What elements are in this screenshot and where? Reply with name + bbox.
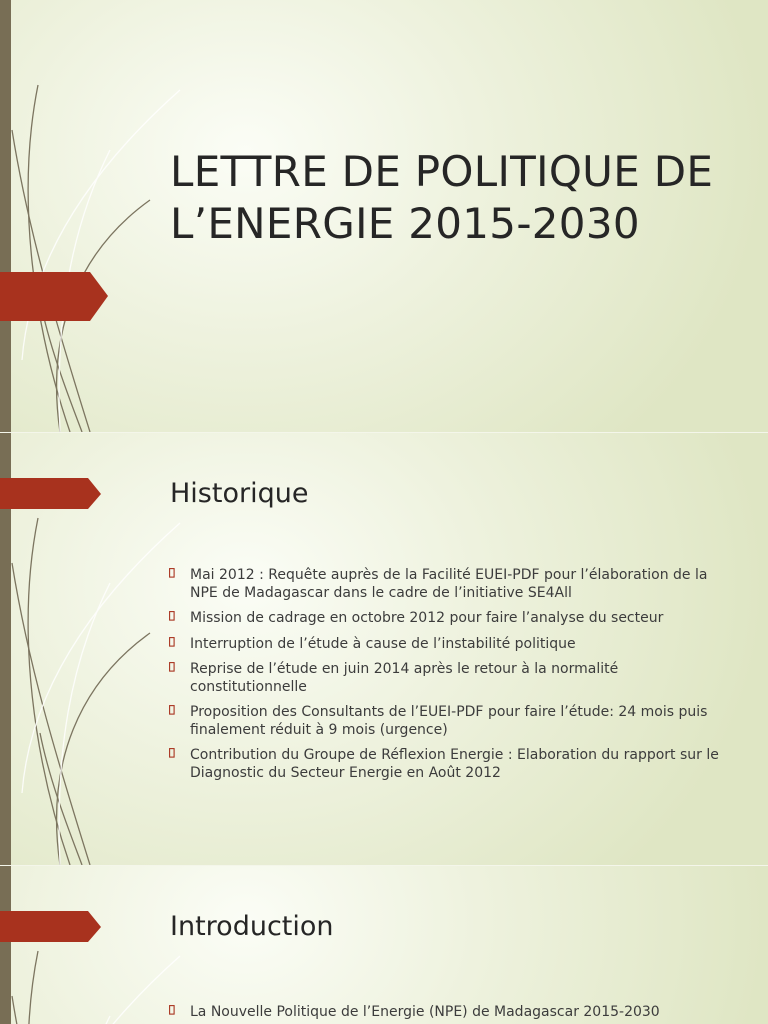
red-arrow-tab-icon [0, 911, 102, 943]
list-item: Contribution du Groupe de Réflexion Energie : Elaboration du rapport sur le Diagnostic du Secteur Energie en Août 2012 [168, 747, 728, 782]
hollow-red-bullet-icon [169, 662, 175, 672]
swoosh-lines-icon [0, 866, 200, 1024]
section-title: Introduction [170, 911, 334, 942]
hollow-red-bullet-icon [169, 611, 175, 621]
hollow-red-bullet-icon [169, 748, 175, 758]
bullet-list [168, 567, 728, 790]
slide-introduction [0, 866, 768, 1024]
list-item: Proposition des Consultants de l’EUEI-PDF pour faire l’étude: 24 mois puis finalement réduit à 9 mois (urgence) [168, 704, 728, 739]
section-title: Historique [170, 478, 309, 509]
red-arrow-tab-icon [0, 478, 102, 510]
list-item: Mission de cadrage en octobre 2012 pour faire l’analyse du secteur [168, 610, 728, 628]
list-item: Mai 2012 : Requête auprès de la Facilité EUEI-PDF pour l’élaboration de la NPE de Madagascar dans le cadre de l’initiative SE4All [168, 567, 728, 602]
slide-title [0, 0, 768, 432]
presentation-title: LETTRE DE POLITIQUE DE L’ENERGIE 2015-2030 [170, 147, 714, 248]
slide-historique [0, 433, 768, 865]
list-item: Reprise de l’étude en juin 2014 après le retour à la normalité constitutionnelle [168, 661, 728, 696]
bullet-list [168, 1004, 728, 1024]
hollow-red-bullet-icon [169, 705, 175, 715]
hollow-red-bullet-icon [169, 637, 175, 647]
hollow-red-bullet-icon [169, 568, 175, 578]
list-item: La Nouvelle Politique de l’Energie (NPE) de Madagascar 2015-2030 [168, 1004, 728, 1022]
hollow-red-bullet-icon [169, 1005, 175, 1015]
list-item: Interruption de l’étude à cause de l’instabilité politique [168, 636, 728, 654]
red-arrow-tab-icon [0, 272, 110, 322]
